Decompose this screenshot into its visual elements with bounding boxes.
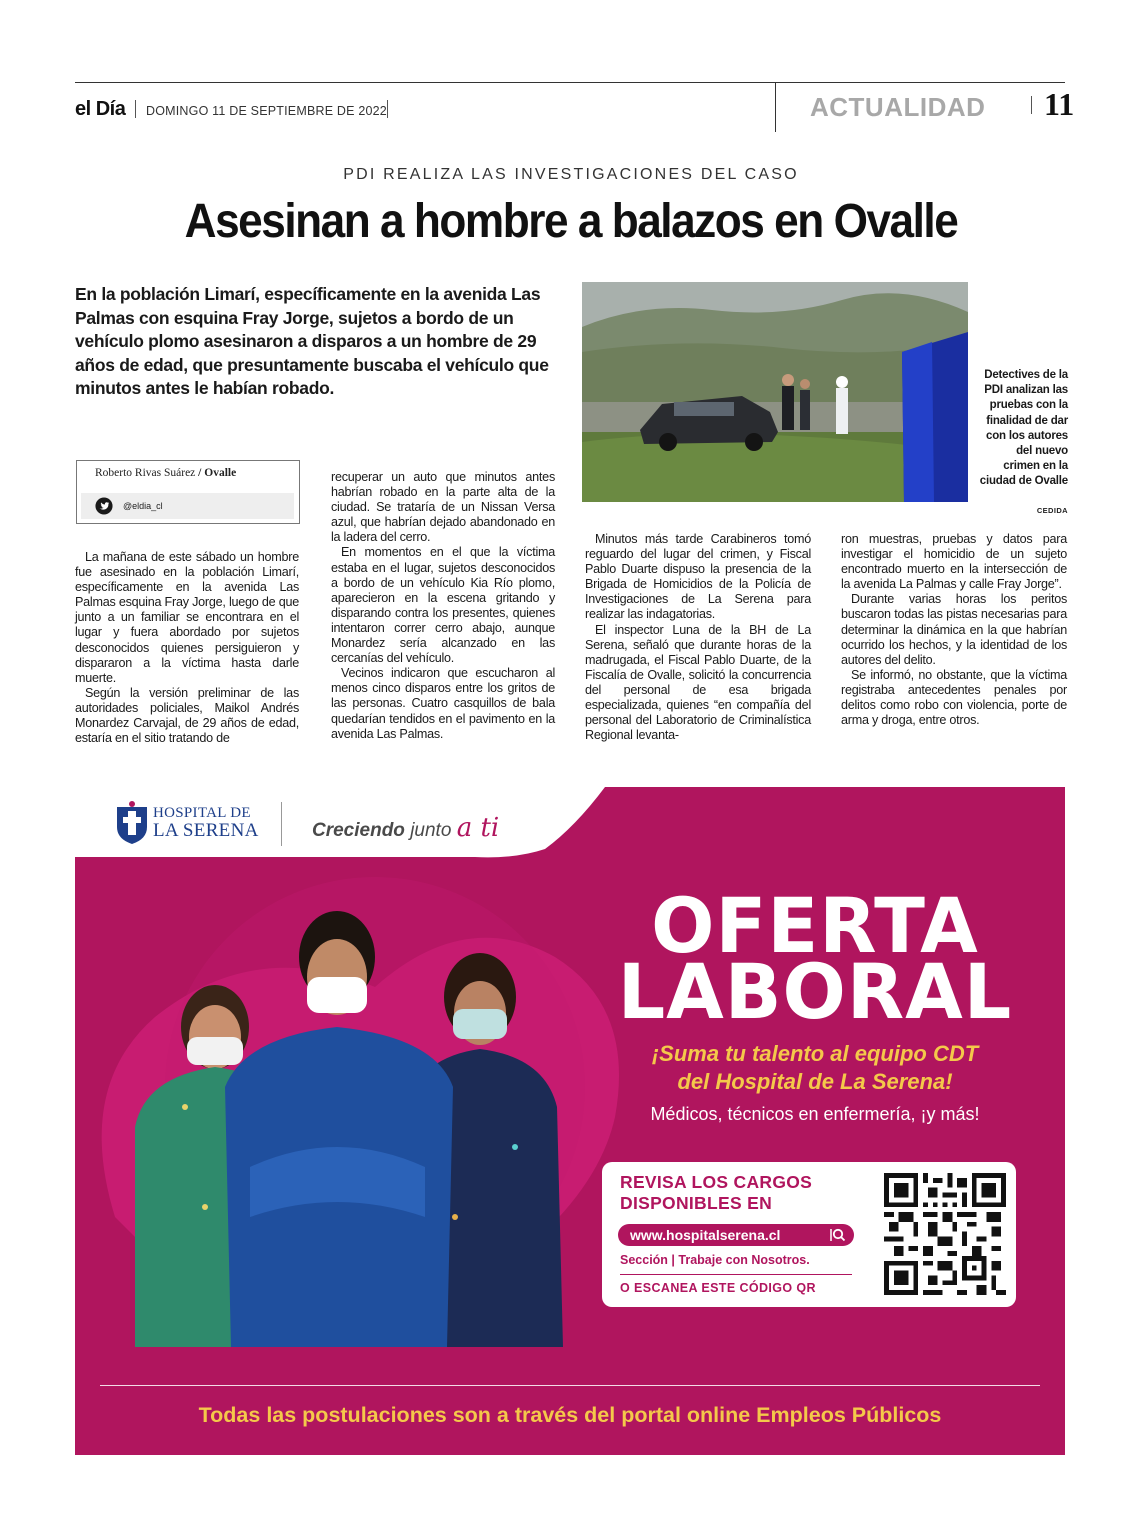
article-column-2 [331, 470, 555, 742]
ad-footer-rule [100, 1385, 1040, 1386]
article-column-1 [75, 550, 299, 746]
logo-line: HOSPITAL DE [153, 805, 251, 821]
cta-title [620, 1172, 860, 1214]
header-divider [387, 100, 388, 118]
hospital-slogan [312, 813, 499, 843]
qr-code[interactable] [884, 1172, 1006, 1296]
slogan-bold: Creciendo [312, 820, 405, 841]
logo-line: LA SERENA [153, 820, 259, 841]
paragraph: recuperar un auto que minutos antes habrían robado en la parte alta de la ciudad. Se trataría de un Nissan Versa azul, que habrían dejado abandonado en la ladera del cerro. [331, 470, 555, 545]
paragraph: Según la versión preliminar de las autoridades policiales, Maikol Andrés Monardez Carvajal, de 29 años de edad, estaría en el sitio tratando de [75, 685, 299, 746]
ad-subtitle-line: del Hospital de La Serena! [677, 1069, 953, 1094]
social-handle-bar [81, 493, 294, 519]
slogan-thin: junto [410, 820, 452, 841]
scan-qr-label: O ESCANEA ESTE CÓDIGO QR [620, 1281, 816, 1295]
page-number: 11 [1044, 86, 1075, 122]
byline-location: Ovalle [204, 467, 237, 479]
cta-title-line: REVISA LOS CARGOS [620, 1172, 813, 1192]
ad-title-line: OFERTA [651, 881, 979, 970]
twitter-icon [95, 497, 113, 515]
paragraph: El inspector Luna de la BH de La Serena, señaló que durante horas de la madrugada, el Fiscal Pablo Duarte, de la Fiscalía de Ovalle, solicitó la concurrencia del personal de esa brigada especializada, quienes “en compañía del personal del Laboratorio de Criminalística Regional levanta- [585, 622, 811, 743]
article-lead: En la población Limarí, específicamente en la avenida Las Palmas con esquina Fray Jorge, sujetos a bordo de un vehículo plomo asesinaron a disparos a un hombre de 29 años de edad, que presuntamente buscaba el vehículo que minutos antes le habían robado. [75, 284, 549, 398]
twitter-handle: @eldia_cl [123, 501, 163, 511]
cta-title-line: DISPONIBLES EN [620, 1193, 773, 1213]
cta-divider [620, 1274, 852, 1275]
crime-scene-photo [582, 282, 968, 502]
paragraph: En momentos en el que la víctima estaba en el lugar, sujetos desconocidos a bordo de un vehículo Kia Río plomo, aparecieron en la escena gritando y disparando contra los presentes, quienes intentaron correr cerro abajo, aunque Monardez sería alcanzado en las cercanías del vehículo. [331, 545, 555, 666]
hospital-logo-text [153, 805, 259, 839]
article-column-4 [841, 532, 1067, 728]
issue-date: DOMINGO 11 DE SEPTIEMBRE DE 2022 [146, 104, 387, 118]
paragraph: ron muestras, pruebas y datos para investigar el homicidio de un sujeto encontrado muerto en la intersección de la avenida La Palmas y calle Fray Jorge”. [841, 532, 1067, 592]
header-divider [135, 100, 136, 118]
masthead-logo: el Día [75, 98, 126, 120]
ad-title [604, 881, 1025, 1036]
paragraph: Minutos más tarde Carabineros tomó reguardo del lugar del crimen, y Fiscal Pablo Duarte dispuso la presencia de la Brigada de Homicidios de la Policía de Investigaciones de La Serena para realizar las indagatorias. [585, 532, 811, 622]
cta-card [602, 1162, 1016, 1307]
section-title: ACTUALIDAD [810, 92, 986, 122]
article-headline: Asesinan a hombre a balazos en Ovalle [184, 195, 958, 248]
byline-author: Roberto Rivas Suárez [95, 467, 196, 479]
header-top-rule [75, 82, 1065, 83]
website-link[interactable] [618, 1224, 854, 1246]
header-divider [775, 82, 776, 132]
byline-box [76, 460, 300, 524]
paragraph: La mañana de este sábado un hombre fue asesinado en la población Limarí, específicamente en la avenida Las Palmas esquina Fray Jorge, luego de que junto a un familiar se encontrara en el lugar y fuera abordado por sujetos desconocidos quienes persiguieron y dispararon a la víctima hasta darle muerte. [75, 550, 299, 685]
paragraph: Durante varias horas los peritos buscaron todas las pistas necesarias para determinar la dinámica en la que habrían ocurrido los hechos, y la identidad de los autores del delito. [841, 592, 1067, 667]
logo-divider [281, 802, 282, 846]
slogan-script: a ti [456, 813, 500, 843]
ad-subtitle-line: ¡Suma tu talento al equipo CDT [651, 1041, 979, 1066]
ad-roles: Médicos, técnicos en enfermería, ¡y más! [650, 1104, 980, 1124]
ad-title-line: LABORAL [617, 947, 1013, 1036]
crime-scene-illustration [582, 282, 968, 502]
photo-credit: CEDIDA [1036, 506, 1068, 515]
header-divider [1031, 96, 1032, 114]
paragraph: Vecinos indicaron que escucharon al menos cinco disparos entre los gritos de las personas. Cuatro casquillos de bala quedarían tendidos en el pavimento en la avenida Las Palmas. [331, 666, 555, 741]
article-kicker: PDI REALIZA LAS INVESTIGACIONES DEL CASO [343, 166, 799, 183]
article-column-3 [585, 532, 811, 743]
byline-separator: / [198, 467, 202, 479]
website-url[interactable]: www.hospitalserena.cl [630, 1227, 781, 1243]
ad-subtitle [590, 1040, 1040, 1096]
byline [95, 467, 236, 479]
paragraph: Se informó, no obstante, que la víctima registraba antecedentes penales por delitos como robo con violencia, porte de arma y droga, entre otros. [841, 667, 1067, 728]
ad-footer-note: Todas las postulaciones son a través del portal online Empleos Públicos [198, 1403, 942, 1427]
search-icon [830, 1227, 846, 1243]
website-section-path: Sección | Trabaje con Nosotros. [620, 1253, 810, 1267]
hospital-logo-icon [115, 801, 149, 845]
photo-caption: Detectives de la PDI analizan las pruebas con la finalidad de dar con los autores del nuevo crimen en la ciudad de Ovalle [979, 369, 1068, 488]
